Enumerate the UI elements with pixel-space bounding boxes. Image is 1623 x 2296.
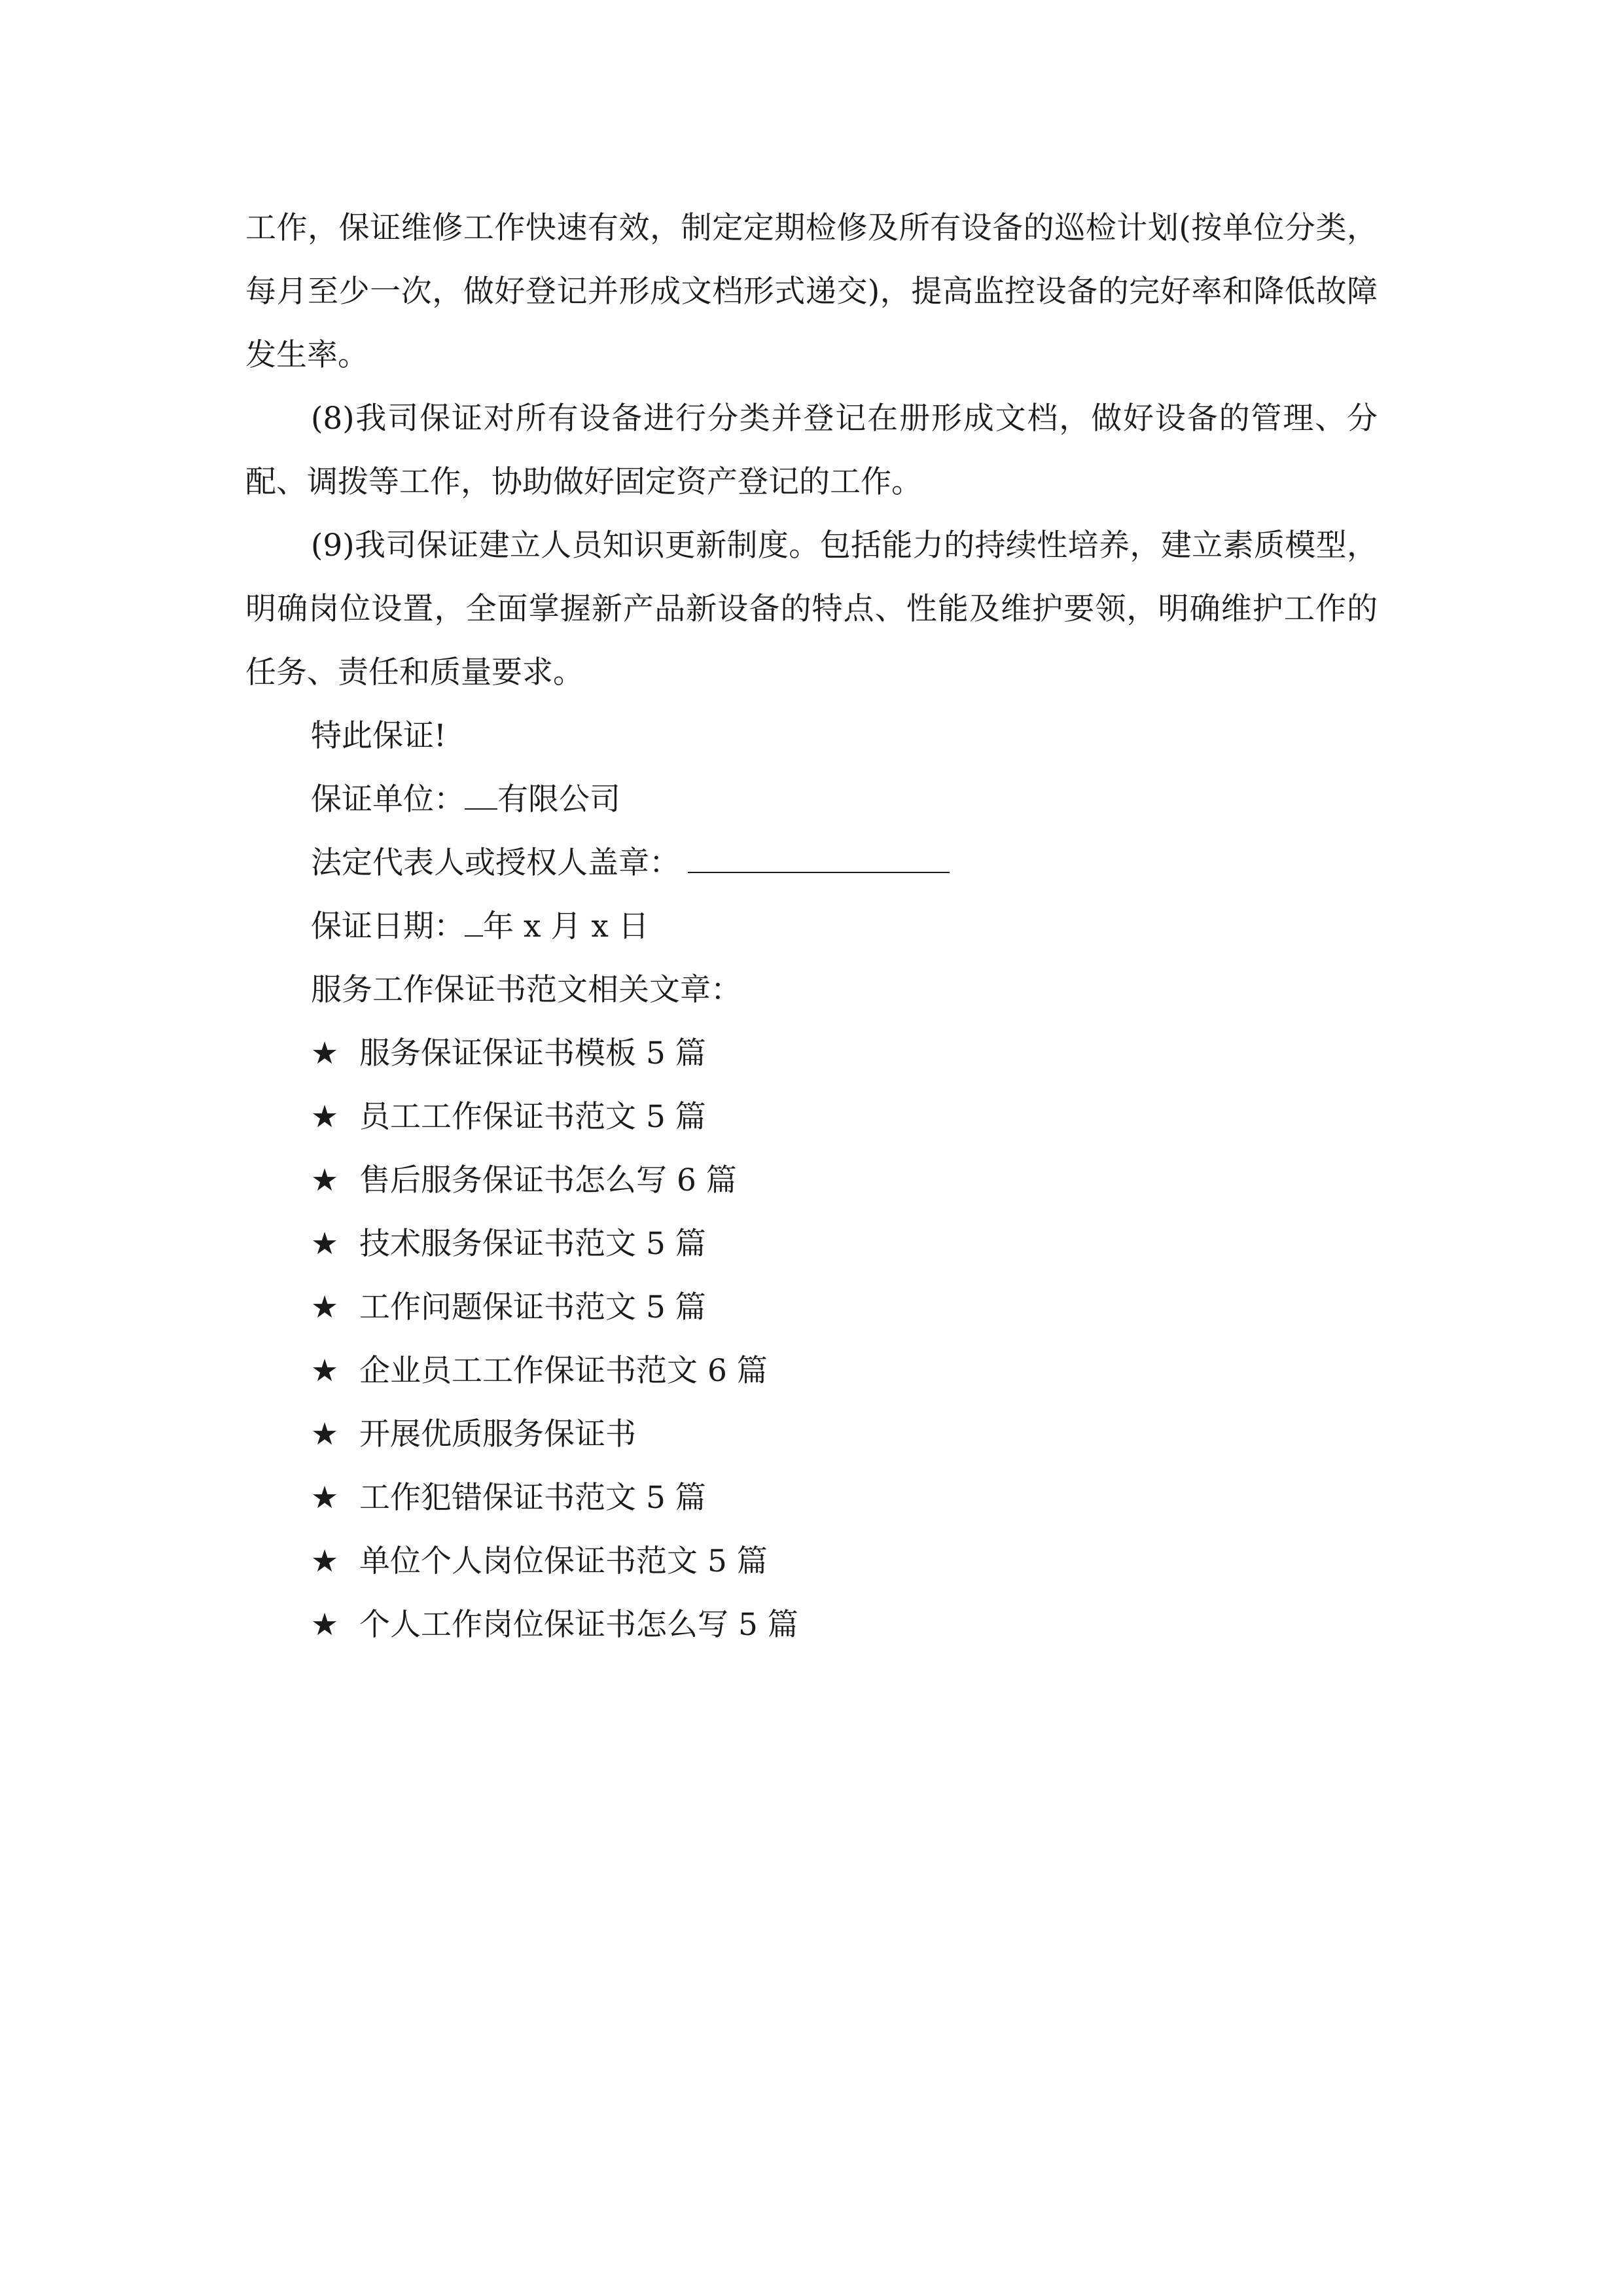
paragraph-9: (9)我司保证建立人员知识更新制度。包括能力的持续性培养，建立素质模型，明确岗位设置，全面掌握新产品新设备的特点、性能及维护要领，明确维护工作的任务、责任和质量要求。 bbox=[245, 528, 1378, 691]
related-articles-heading: 服务工作保证书范文相关文章： bbox=[311, 972, 741, 1008]
paragraph-8: (8)我司保证对所有设备进行分类并登记在册形成文档，做好设备的管理、分配、调拨等工作，协助做好固定资产登记的工作。 bbox=[245, 401, 1378, 500]
related-article-item[interactable] bbox=[245, 1530, 1378, 1593]
star-icon: ★ bbox=[311, 1226, 339, 1262]
related-article-title[interactable]: 开展优质服务保证书 bbox=[359, 1416, 636, 1452]
guarantee-unit-value: 有限公司 bbox=[497, 781, 620, 817]
closing-statement: 特此保证! bbox=[311, 718, 446, 754]
guarantee-unit-line bbox=[245, 768, 1378, 831]
unit-name-blank bbox=[465, 780, 497, 810]
legal-representative-label: 法定代表人或授权人盖章： bbox=[311, 845, 680, 881]
related-article-title[interactable]: 售后服务保证书怎么写 6 篇 bbox=[359, 1162, 737, 1198]
star-icon: ★ bbox=[311, 1416, 339, 1452]
related-article-title[interactable]: 服务保证保证书模板 5 篇 bbox=[359, 1035, 706, 1071]
related-article-item[interactable] bbox=[245, 1276, 1378, 1339]
related-article-item[interactable] bbox=[245, 1339, 1378, 1403]
legal-representative-line bbox=[245, 831, 1378, 895]
related-article-item[interactable] bbox=[245, 1149, 1378, 1212]
year-blank bbox=[465, 906, 483, 937]
related-article-title[interactable]: 个人工作岗位保证书怎么写 5 篇 bbox=[359, 1607, 798, 1643]
related-article-item[interactable] bbox=[245, 1085, 1378, 1149]
related-article-title[interactable]: 工作问题保证书范文 5 篇 bbox=[359, 1289, 706, 1325]
guarantee-date-line bbox=[245, 895, 1378, 958]
star-icon: ★ bbox=[311, 1289, 339, 1325]
paragraph-7-continued: 工作，保证维修工作快速有效，制定定期检修及所有设备的巡检计划(按单位分类，每月至少一次，做好登记并形成文档形式递交)，提高监控设备的完好率和降低故障发生率。 bbox=[245, 210, 1378, 373]
related-article-title[interactable]: 员工工作保证书范文 5 篇 bbox=[359, 1099, 706, 1135]
related-article-title[interactable]: 单位个人岗位保证书范文 5 篇 bbox=[359, 1543, 768, 1579]
star-icon: ★ bbox=[311, 1607, 339, 1643]
seal-blank bbox=[688, 843, 950, 873]
guarantee-date-label: 保证日期： bbox=[311, 908, 465, 944]
related-article-item[interactable] bbox=[245, 1593, 1378, 1657]
star-icon: ★ bbox=[311, 1162, 339, 1198]
star-icon: ★ bbox=[311, 1353, 339, 1389]
related-article-item[interactable] bbox=[245, 1466, 1378, 1530]
related-article-title[interactable]: 工作犯错保证书范文 5 篇 bbox=[359, 1480, 706, 1516]
star-icon: ★ bbox=[311, 1543, 339, 1579]
star-icon: ★ bbox=[311, 1035, 339, 1071]
related-article-item[interactable] bbox=[245, 1212, 1378, 1276]
document-body bbox=[245, 196, 1378, 1657]
related-articles-list bbox=[245, 1022, 1378, 1657]
guarantee-date-value: 年 x 月 x 日 bbox=[483, 908, 649, 944]
related-article-title[interactable]: 技术服务保证书范文 5 篇 bbox=[359, 1226, 706, 1262]
related-article-item[interactable] bbox=[245, 1403, 1378, 1466]
related-article-item[interactable] bbox=[245, 1022, 1378, 1085]
star-icon: ★ bbox=[311, 1099, 339, 1135]
star-icon: ★ bbox=[311, 1480, 339, 1516]
related-article-title[interactable]: 企业员工工作保证书范文 6 篇 bbox=[359, 1353, 768, 1389]
guarantee-unit-label: 保证单位： bbox=[311, 781, 465, 817]
